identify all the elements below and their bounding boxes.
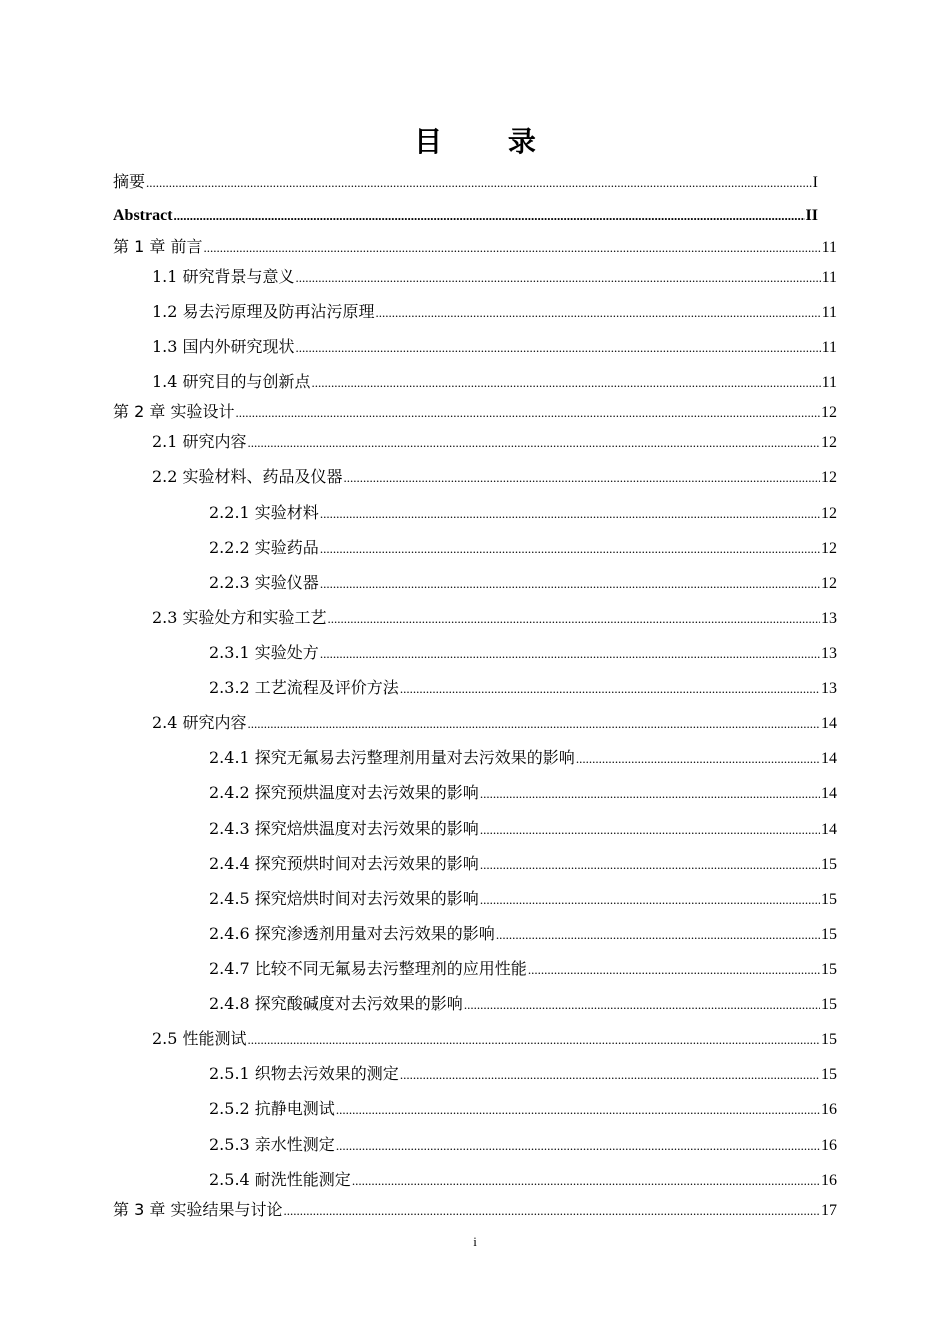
toc-entry-label: Abstract (113, 207, 173, 224)
toc-entry-label: 2.5.2 抗静电测试 (209, 1099, 335, 1118)
page-title: 目 录 (414, 125, 564, 158)
toc-entry[interactable] (152, 337, 837, 358)
toc-entry-page: 11 (821, 304, 837, 321)
toc-entry-page: 13 (821, 645, 837, 662)
toc-leader-dots (320, 539, 820, 559)
toc-entry-label: 2.4.3 探究焙烘温度对去污效果的影响 (209, 819, 479, 838)
toc-entry-page: 15 (821, 1066, 837, 1083)
toc-entry[interactable] (209, 1099, 837, 1120)
toc-entry-page: 11 (821, 269, 837, 286)
toc-leader-dots (296, 338, 821, 358)
toc-entry-page: 17 (821, 1202, 837, 1219)
toc-entry-label: 2.5 性能测试 (152, 1029, 247, 1048)
toc-entry-label: 2.5.1 织物去污效果的测定 (209, 1064, 399, 1083)
toc-entry[interactable] (152, 713, 837, 734)
toc-entry-page: 14 (821, 715, 837, 732)
toc-leader-dots (248, 714, 820, 734)
toc-leader-dots (283, 1201, 820, 1221)
toc-leader-dots (320, 644, 820, 664)
toc-entry[interactable] (209, 854, 837, 875)
toc-entry[interactable] (209, 643, 837, 664)
toc-entry[interactable] (113, 206, 818, 226)
toc-entry-page: 15 (821, 891, 837, 908)
toc-leader-dots (576, 749, 820, 769)
toc-entry[interactable] (209, 1064, 837, 1085)
toc-entry-label: 2.4.2 探究预烘温度对去污效果的影响 (209, 783, 479, 802)
toc-leader-dots (328, 609, 820, 629)
toc-entry-label: 1.2 易去污原理及防再沾污原理 (152, 302, 375, 321)
toc-leader-dots (480, 784, 820, 804)
toc-entry-label: 1.1 研究背景与意义 (152, 267, 295, 286)
toc-entry-page: 15 (821, 926, 837, 943)
toc-entry-label: 2.4.5 探究焙烘时间对去污效果的影响 (209, 889, 479, 908)
toc-leader-dots (296, 268, 821, 288)
toc-entry-label: 2.2.2 实验药品 (209, 538, 319, 557)
toc-entry[interactable] (152, 467, 837, 488)
toc-entry-page: 14 (821, 821, 837, 838)
toc-entry-page: 15 (821, 961, 837, 978)
toc-leader-dots (146, 173, 812, 193)
toc-leader-dots (400, 679, 820, 699)
toc-entry[interactable] (209, 994, 837, 1015)
toc-leader-dots (336, 1100, 820, 1120)
toc-entry-page: 11 (821, 374, 837, 391)
toc-entry[interactable] (209, 959, 837, 980)
toc-entry-label: 摘要 (113, 172, 146, 191)
toc-entry-page: 12 (821, 505, 837, 522)
toc-leader-dots (320, 574, 820, 594)
page-number-footer: i (473, 1234, 477, 1249)
toc-entry-page: 12 (821, 575, 837, 592)
toc-entry-page: 16 (821, 1101, 837, 1118)
toc-leader-dots (496, 925, 820, 945)
toc-entry-label: 2.2 实验材料、药品及仪器 (152, 467, 343, 486)
toc-entry[interactable] (113, 172, 818, 193)
toc-leader-dots (344, 468, 820, 488)
toc-entry-label: 2.3 实验处方和实验工艺 (152, 608, 327, 627)
toc-leader-dots (336, 1136, 820, 1156)
toc-leader-dots (174, 206, 805, 226)
toc-entry-label: 2.3.2 工艺流程及评价方法 (209, 678, 399, 697)
toc-leader-dots (376, 303, 821, 323)
toc-entry-label: 2.3.1 实验处方 (209, 643, 319, 662)
toc-entry-label: 第 2 章 实验设计 (113, 402, 235, 421)
toc-entry-label: 2.5.4 耐洗性能测定 (209, 1170, 351, 1189)
toc-entry-label: 2.4 研究内容 (152, 713, 247, 732)
toc-entry-page: 14 (821, 750, 837, 767)
toc-entry[interactable] (209, 538, 837, 559)
toc-entry-label: 2.5.3 亲水性测定 (209, 1135, 335, 1154)
toc-leader-dots (400, 1065, 820, 1085)
toc-entry[interactable] (113, 1200, 837, 1221)
toc-leader-dots (480, 855, 820, 875)
toc-entry-label: 1.4 研究目的与创新点 (152, 372, 311, 391)
toc-entry-label: 2.4.1 探究无氟易去污整理剂用量对去污效果的影响 (209, 748, 575, 767)
toc-entry[interactable] (152, 432, 837, 453)
toc-entry-page: 12 (821, 540, 837, 557)
toc-entry-label: 2.4.7 比较不同无氟易去污整理剂的应用性能 (209, 959, 527, 978)
toc-entry[interactable] (209, 678, 837, 699)
toc-leader-dots (312, 373, 821, 393)
toc-entry-label: 2.4.8 探究酸碱度对去污效果的影响 (209, 994, 463, 1013)
toc-entry[interactable] (209, 503, 837, 524)
toc-leader-dots (464, 995, 820, 1015)
toc-entry[interactable] (152, 302, 837, 323)
toc-entry[interactable] (152, 372, 837, 393)
toc-entry[interactable] (113, 237, 837, 258)
toc-entry[interactable] (209, 1170, 837, 1191)
toc-entry[interactable] (113, 402, 837, 423)
toc-leader-dots (248, 1030, 820, 1050)
toc-entry-page: 13 (821, 610, 837, 627)
toc-leader-dots (352, 1171, 820, 1191)
toc-entry[interactable] (209, 573, 837, 594)
toc-entry[interactable] (209, 889, 837, 910)
toc-entry-page: 16 (821, 1172, 837, 1189)
toc-entry-page: 15 (821, 996, 837, 1013)
toc-entry-page: 12 (821, 434, 837, 451)
toc-entry[interactable] (209, 783, 837, 804)
toc-entry[interactable] (209, 1135, 837, 1156)
toc-entry[interactable] (152, 267, 837, 288)
toc-entry[interactable] (152, 608, 837, 629)
toc-entry-page: 12 (821, 404, 837, 421)
toc-entry-page: 16 (821, 1137, 837, 1154)
toc-leader-dots (480, 820, 820, 840)
toc-entry-label: 2.2.3 实验仪器 (209, 573, 319, 592)
toc-entry-page: 14 (821, 785, 837, 802)
toc-entry-page: 13 (821, 680, 837, 697)
toc-entry-label: 2.2.1 实验材料 (209, 503, 319, 522)
toc-entry[interactable] (152, 1029, 837, 1050)
toc-entry-label: 第 3 章 实验结果与讨论 (113, 1200, 283, 1219)
toc-leader-dots (235, 403, 820, 423)
toc-entry-label: 2.4.6 探究渗透剂用量对去污效果的影响 (209, 924, 495, 943)
toc-entry[interactable] (209, 924, 837, 945)
toc-entry-page: 11 (821, 239, 837, 256)
toc-leader-dots (528, 960, 820, 980)
toc-leader-dots (203, 238, 820, 258)
toc-entry-page: 15 (821, 1031, 837, 1048)
toc-entry[interactable] (209, 819, 837, 840)
toc-leader-dots (248, 433, 820, 453)
toc-entry-page: 15 (821, 856, 837, 873)
toc-leader-dots (320, 504, 820, 524)
toc-entry-page: 11 (821, 339, 837, 356)
toc-leader-dots (480, 890, 820, 910)
toc-entry-label: 2.4.4 探究预烘时间对去污效果的影响 (209, 854, 479, 873)
toc-entry[interactable] (209, 748, 837, 769)
toc-entry-page: 12 (821, 469, 837, 486)
toc-entry-page: II (805, 207, 818, 224)
toc-entry-label: 第 1 章 前言 (113, 237, 203, 256)
toc-entry-page: I (812, 174, 818, 191)
toc-entry-label: 1.3 国内外研究现状 (152, 337, 295, 356)
toc-entry-label: 2.1 研究内容 (152, 432, 247, 451)
